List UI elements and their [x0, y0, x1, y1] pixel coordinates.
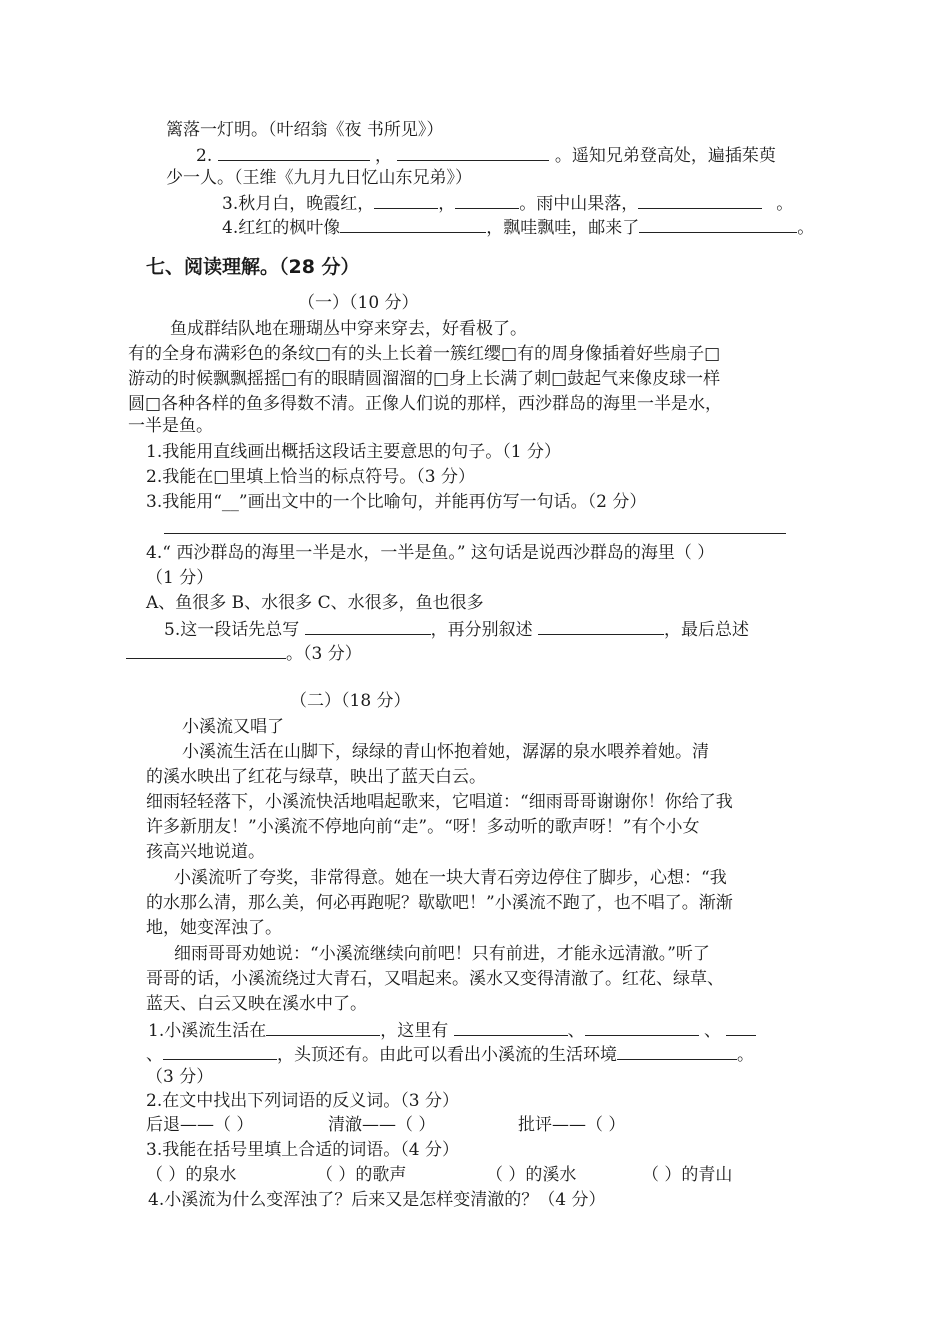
passage2-line: 地，她变浑浊了。 — [146, 918, 282, 938]
passage1-line: 圆□各种各样的鱼多得数不清。正像人们说的那样，西沙群岛的海里一半是水， — [128, 394, 723, 414]
q4-text-a: 4.红红的枫叶像 — [222, 218, 341, 238]
q3-end: 。 — [776, 194, 794, 214]
answer-blank[interactable] — [163, 1041, 277, 1060]
antonym-item[interactable]: 批评——（ ） — [518, 1115, 626, 1135]
answer-blank[interactable] — [305, 616, 431, 635]
p2q1-sep: 、 — [567, 1021, 585, 1041]
passage2-line: 小溪流生活在山脚下，绿绿的青山怀抱着她，潺潺的泉水喂养着她。清 — [182, 742, 709, 762]
question: 2.我能在□里填上恰当的标点符号。（3 分） — [146, 467, 476, 487]
p2q1-sep: 、 — [146, 1045, 163, 1065]
p2q1-text-a: 1.小溪流生活在 — [148, 1021, 267, 1041]
fill-item[interactable]: （ ）的溪水 — [486, 1165, 577, 1185]
fill-item[interactable]: （ ）的青山 — [642, 1165, 733, 1185]
poem-q3 — [222, 190, 793, 216]
answer-blank[interactable] — [126, 640, 286, 659]
question: 3.我能在括号里填上合适的词语。（4 分） — [146, 1140, 459, 1160]
passage1-line: 有的全身布满彩色的条纹□有的头上长着一簇红缨□有的周身像插着好些扇子□ — [128, 344, 721, 364]
answer-blank[interactable] — [340, 214, 486, 233]
passage2-line: 细雨哥哥劝她说：“小溪流继续向前吧！只有前进，才能永远清澈。”听了 — [174, 944, 710, 964]
answer-blank[interactable] — [454, 1017, 568, 1036]
q4-text-b: ，飘哇飘哇，邮来了 — [486, 218, 640, 238]
answer-blank[interactable] — [585, 1017, 699, 1036]
question: 4.小溪流为什么变浑浊了？后来又是怎样变清澈的？（4 分） — [148, 1190, 606, 1210]
answer-blank[interactable] — [397, 142, 549, 161]
passage2-line: 蓝天、白云又映在溪水中了。 — [146, 994, 367, 1014]
p2q1-end: 。 — [737, 1045, 754, 1065]
q5-text-c: ，最后总述 — [664, 620, 750, 640]
poem-q2 — [196, 142, 776, 168]
answer-blank[interactable] — [266, 1017, 380, 1036]
part1-heading: （一）（10 分） — [298, 293, 419, 313]
answer-blank[interactable] — [374, 190, 438, 209]
passage2-title: 小溪流又唱了 — [182, 717, 284, 737]
answer-blank[interactable] — [617, 1041, 737, 1060]
passage2-line: 哥哥的话，小溪流绕过大青石，又唱起来。溪水又变得清澈了。红花、绿草、 — [146, 969, 724, 989]
passage2-line: 细雨轻轻落下，小溪流快活地唱起歌来，它唱道：“细雨哥哥谢谢你！你给了我 — [146, 792, 733, 812]
answer-blank[interactable] — [726, 1017, 756, 1036]
p2q1-text-c: ，头顶还有。由此可以看出小溪流的生活环境 — [277, 1045, 617, 1065]
p2-question-1 — [148, 1017, 756, 1043]
antonym-item[interactable]: 后退——（ ） — [146, 1115, 254, 1135]
question-q5-cont — [126, 640, 362, 666]
passage2-line: 的溪水映出了红花与绿草，映出了蓝天白云。 — [146, 767, 486, 787]
p2-question-1-cont — [146, 1041, 754, 1067]
q2-number: 2. — [196, 146, 213, 166]
answer-line[interactable] — [164, 533, 786, 534]
fill-item[interactable]: （ ）的歌声 — [316, 1165, 407, 1185]
passage1-line: 一半是鱼。 — [128, 416, 213, 436]
passage1-line: 游动的时候飘飘摇摇□有的眼睛圆溜溜的□身上长满了刺□鼓起气来像皮球一样 — [128, 369, 721, 389]
q3-comma: ， — [438, 194, 456, 214]
passage2-line: 许多新朋友！”小溪流不停地向前“走”。“呀！多动听的歌声呀！”有个小女 — [146, 817, 700, 837]
q4-end: 。 — [797, 218, 815, 238]
question: 2.在文中找出下列词语的反义词。（3 分） — [146, 1091, 459, 1111]
question-score: （1 分） — [146, 568, 214, 588]
question-q5 — [164, 616, 749, 642]
poem-q4 — [222, 214, 814, 240]
answer-blank[interactable] — [218, 142, 370, 161]
q5-text-d: 。（3 分） — [286, 644, 362, 664]
fill-item[interactable]: （ ）的泉水 — [146, 1165, 237, 1185]
q2-comma: ， — [375, 146, 393, 166]
poem-q2-cont: 少一人。（王维《九月九日忆山东兄弟》） — [166, 168, 472, 188]
passage2-line: 的水那么清，那么美，何必再跑呢？歇歇吧！”小溪流不跑了，也不唱了。渐渐 — [146, 893, 733, 913]
part2-heading: （二）（18 分） — [290, 691, 411, 711]
answer-blank[interactable] — [638, 190, 762, 209]
q3-text-b: 。雨中山果落， — [519, 194, 639, 214]
answer-blank[interactable] — [455, 190, 519, 209]
p2q1-text-b: ，这里有 — [380, 1021, 449, 1041]
question: 4.“ 西沙群岛的海里一半是水，一半是鱼。” 这句话是说西沙群岛的海里（ ） — [146, 543, 715, 563]
question-options: A、鱼很多 B、水很多 C、水很多，鱼也很多 — [146, 593, 484, 613]
antonym-item[interactable]: 清澈——（ ） — [328, 1115, 436, 1135]
q5-text-a: 5.这一段话先总写 — [164, 620, 300, 640]
passage2-line: 小溪流听了夸奖，非常得意。她在一块大青石旁边停住了脚步，心想：“我 — [174, 868, 727, 888]
question: 3.我能用“__”画出文中的一个比喻句，并能再仿写一句话。（2 分） — [146, 492, 647, 512]
q5-text-b: ，再分别叙述 — [430, 620, 533, 640]
q3-text-a: 3.秋月白，晚霞红， — [222, 194, 375, 214]
p2q1-sep: 、 — [698, 1021, 722, 1041]
poem-line-1: 篱落一灯明。（叶绍翁《夜 书所见》） — [166, 120, 444, 140]
section-title: 七、阅读理解。（28 分） — [146, 256, 360, 278]
answer-blank[interactable] — [538, 616, 664, 635]
q2-tail: 。遥知兄弟登高处，遍插茱萸 — [554, 146, 776, 166]
question-score: （3 分） — [146, 1067, 214, 1087]
question: 1.我能用直线画出概括这段话主要意思的句子。（1 分） — [146, 442, 561, 462]
passage2-line: 孩高兴地说道。 — [146, 842, 265, 862]
passage1-line: 鱼成群结队地在珊瑚丛中穿来穿去，好看极了。 — [170, 319, 527, 339]
answer-blank[interactable] — [639, 214, 797, 233]
